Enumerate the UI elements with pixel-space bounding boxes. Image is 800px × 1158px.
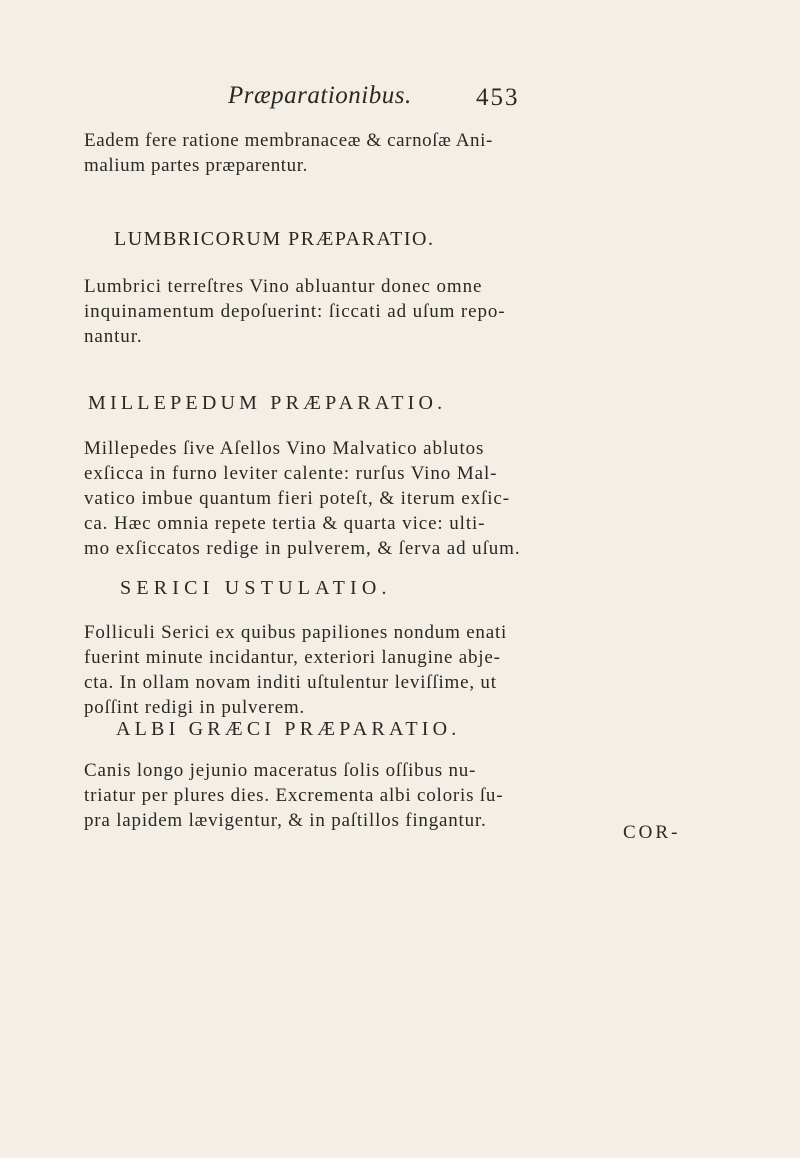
- text-line: triatur per plures dies. Excrementa albi coloris ſu-: [84, 785, 504, 806]
- section-body-lumbricorum: [84, 274, 724, 349]
- text-line: Canis longo jejunio maceratus ſolis oſſibus nu-: [84, 760, 477, 781]
- text-line: Folliculi Serici ex quibus papiliones nondum enati: [84, 622, 508, 643]
- text-line: Lumbrici terreſtres Vino abluantur donec omne: [84, 276, 483, 297]
- section-heading-albi-graeci: ALBI GRÆCI PRÆPARATIO.: [116, 718, 461, 740]
- section-heading-millepedum: MILLEPEDUM PRÆPARATIO.: [88, 392, 447, 414]
- running-title: Præparationibus.: [228, 82, 412, 109]
- text-line: nantur.: [84, 326, 143, 347]
- intro-paragraph: [84, 128, 724, 178]
- text-line: pra lapidem lævigentur, & in paſtillos fingantur.: [84, 810, 487, 831]
- text-line: poſſint redigi in pulverem.: [84, 697, 306, 718]
- text-line: inquinamentum depoſuerint: ſiccati ad uſum repo-: [84, 301, 506, 322]
- text-line: ca. Hæc omnia repete tertia & quarta vice: ulti-: [84, 513, 486, 534]
- page-number: 453: [476, 84, 520, 111]
- section-heading-lumbricorum: LUMBRICORUM PRÆPARATIO.: [114, 228, 435, 250]
- text-line: cta. In ollam novam inditi uſtulentur leviſſime, ut: [84, 672, 497, 693]
- text-line: malium partes præparentur.: [84, 155, 309, 176]
- text-line: Eadem fere ratione membranaceæ & carnoſæ Ani-: [84, 130, 493, 151]
- text-line: fuerint minute incidantur, exteriori lanugine abje-: [84, 647, 501, 668]
- section-body-serici: [84, 620, 724, 720]
- text-line: exſicca in furno leviter calente: rurſus Vino Mal-: [84, 463, 498, 484]
- section-body-millepedum: [84, 436, 724, 561]
- page-header: [0, 78, 800, 118]
- text-line: mo exſiccatos redige in pulverem, & ſerva ad uſum.: [84, 538, 521, 559]
- section-heading-serici: SERICI USTULATIO.: [120, 577, 392, 599]
- text-line: Millepedes ſive Aſellos Vino Malvatico ablutos: [84, 438, 485, 459]
- catchword: COR-: [623, 822, 681, 843]
- text-line: vatico imbue quantum fieri poteſt, & iterum exſic-: [84, 488, 510, 509]
